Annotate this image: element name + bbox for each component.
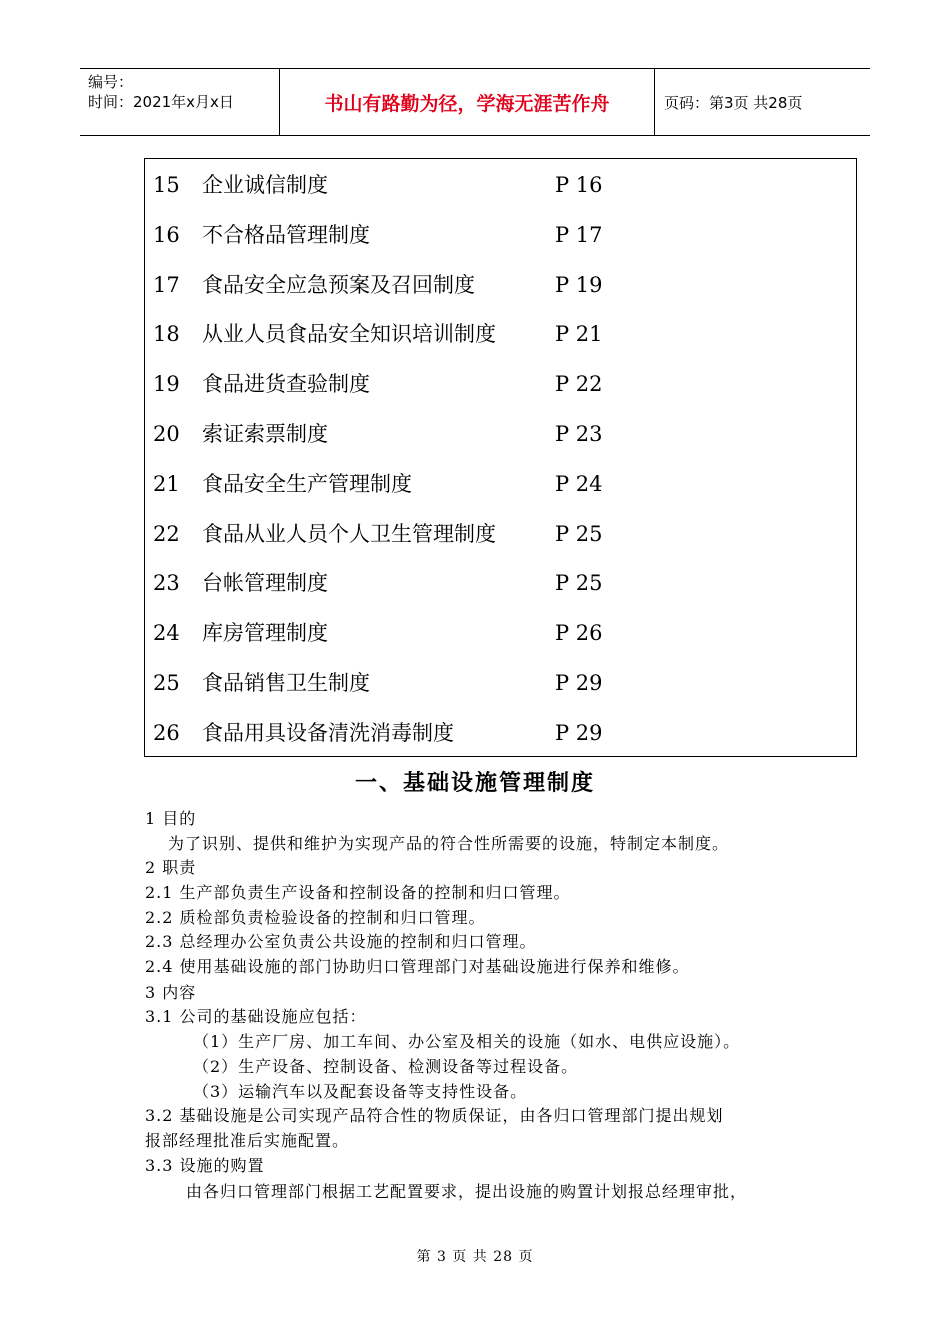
toc-row: [145, 170, 856, 200]
toc-item-number: 16: [153, 222, 180, 247]
body-line: 3.1 公司的基础设施应包括：: [145, 1007, 367, 1026]
toc-item-page: P 21: [555, 322, 603, 347]
body-line: 2.3 总经理办公室负责公共设施的控制和归口管理。: [145, 932, 537, 951]
body-line: （2）生产设备、控制设备、检测设备等过程设备。: [193, 1057, 579, 1076]
toc-item-number: 20: [153, 422, 180, 446]
toc-row: [145, 469, 856, 499]
toc-item-page: P 23: [555, 422, 603, 446]
toc-item-number: 15: [153, 173, 180, 197]
toc-item-title: 索证索票制度: [202, 422, 328, 446]
toc-item-title: 库房管理制度: [202, 621, 328, 646]
toc-item-page: P 17: [555, 222, 603, 247]
body-line: 2.2 质检部负责检验设备的控制和归口管理。: [145, 908, 486, 927]
toc-item-title: 从业人员食品安全知识培训制度: [202, 322, 496, 347]
toc-item-number: 21: [153, 471, 180, 496]
toc-row: [145, 668, 856, 698]
body-line: 2.1 生产部负责生产设备和控制设备的控制和归口管理。: [145, 883, 571, 902]
toc-row: [145, 419, 856, 449]
toc-item-number: 26: [153, 720, 180, 745]
toc-item-page: P 24: [555, 471, 603, 496]
toc-row: [145, 519, 856, 549]
header-motto: 书山有路勤为径，学海无涯苦作舟: [280, 69, 655, 136]
toc-row: [145, 718, 856, 748]
body-line: 2.4 使用基础设施的部门协助归口管理部门对基础设施进行保养和维修。: [145, 957, 690, 976]
body-line: （3）运输汽车以及配套设备等支持性设备。: [193, 1082, 528, 1101]
body-line: 3 内容: [145, 983, 197, 1002]
toc-item-page: P 25: [555, 571, 603, 596]
toc-item-title: 食品从业人员个人卫生管理制度: [202, 521, 496, 546]
body-line: 1 目的: [145, 809, 197, 828]
body-line: 3.3 设施的购置: [145, 1156, 265, 1175]
toc-item-page: P 22: [555, 372, 603, 397]
body-line: （1）生产厂房、加工车间、办公室及相关的设施（如水、电供应设施）。: [193, 1032, 741, 1051]
toc-item-title: 食品进货查验制度: [202, 372, 370, 397]
toc-item-page: P 29: [555, 720, 603, 745]
body-line: 报部经理批准后实施配置。: [145, 1131, 350, 1150]
toc-item-page: P 26: [555, 621, 603, 646]
toc-item-title: 企业诚信制度: [202, 173, 328, 197]
body-line: 由各归口管理部门根据工艺配置要求，提出设施的购置计划报总经理审批，: [186, 1182, 748, 1201]
toc-item-title: 食品安全应急预案及召回制度: [202, 272, 475, 297]
toc-item-page: P 25: [555, 521, 603, 546]
toc-item-number: 24: [153, 621, 180, 646]
toc-item-title: 食品安全生产管理制度: [202, 471, 412, 496]
document-number-label: 编号：: [88, 73, 134, 91]
toc-row: [145, 618, 856, 648]
toc-item-page: P 16: [555, 173, 603, 197]
toc-item-number: 25: [153, 671, 180, 695]
toc-item-page: P 29: [555, 671, 603, 695]
toc-item-number: 17: [153, 272, 180, 297]
table-of-contents: [144, 158, 857, 757]
document-time: 时间：2021年x月x日: [88, 93, 234, 111]
header-meta: [80, 69, 280, 136]
toc-item-number: 23: [153, 571, 180, 596]
toc-item-number: 19: [153, 372, 180, 397]
toc-row: [145, 220, 856, 250]
body-line: 3.2 基础设施是公司实现产品符合性的物质保证，由各归口管理部门提出规划: [145, 1106, 724, 1125]
body-line: 为了识别、提供和维护为实现产品的符合性所需要的设施，特制定本制度。: [168, 834, 730, 853]
toc-row: [145, 568, 856, 598]
toc-item-title: 食品用具设备清洗消毒制度: [202, 720, 454, 745]
toc-item-number: 22: [153, 521, 180, 546]
toc-item-page: P 19: [555, 272, 603, 297]
toc-row: [145, 369, 856, 399]
body-line: 2 职责: [145, 858, 197, 877]
toc-row: [145, 270, 856, 300]
page-header: [80, 68, 870, 136]
toc-row: [145, 319, 856, 349]
page-footer: 第 3 页 共 28 页: [416, 1249, 534, 1265]
toc-item-title: 台帐管理制度: [202, 571, 328, 596]
toc-item-number: 18: [153, 322, 180, 347]
toc-item-title: 食品销售卫生制度: [202, 671, 370, 695]
toc-item-title: 不合格品管理制度: [202, 222, 370, 247]
section-title: 一、基础设施管理制度: [354, 771, 595, 796]
header-page-info: 页码：第3页 共28页: [664, 94, 803, 112]
